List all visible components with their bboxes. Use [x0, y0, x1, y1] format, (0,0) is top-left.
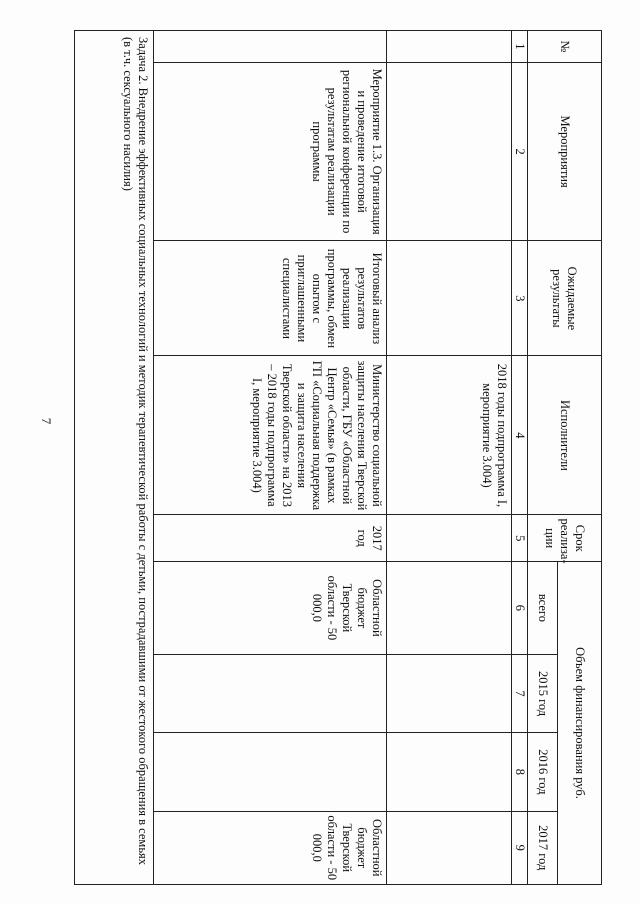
- header-2015: 2015 год: [528, 654, 558, 732]
- column-number-4: 4: [512, 356, 528, 515]
- program-table: [74, 30, 602, 885]
- header-executors: Исполнители: [528, 356, 602, 515]
- column-number-1: 1: [512, 31, 528, 63]
- column-number-7: 7: [512, 654, 528, 732]
- column-number-5: 5: [512, 515, 528, 561]
- header-expected-results: Ожидаемые результаты: [528, 241, 602, 356]
- header-funding: Объем финансирования руб.: [558, 561, 602, 884]
- table-row: [75, 31, 154, 885]
- column-number-6: 6: [512, 561, 528, 654]
- event-cell: Мероприятие 1.3. Организация и проведение итоговой региональной конференции по результатам реализации программы: [154, 62, 387, 241]
- task-2-heading: Задача 2. Внедрение эффективных социальных технологий и методик терапевтической работы с детьми, пострадавшими от жестокого обращения в семьях (в т.ч. сексуального насилия): [75, 31, 154, 885]
- table-row: [154, 31, 387, 885]
- term-cell: 2017 год: [154, 515, 387, 561]
- funding-total-cell: Областной бюджет Тверской области - 50 000,0: [154, 561, 387, 654]
- continuation-executors-cell: 2018 годы подпрограмма I, мероприятие 3.004): [387, 356, 512, 515]
- header-number: №: [528, 31, 602, 63]
- funding-2015-cell: [154, 654, 387, 732]
- column-number-8: 8: [512, 733, 528, 811]
- header-event: Мероприятия: [528, 62, 602, 241]
- header-term: Срок реализа-ции: [528, 515, 602, 561]
- expected-results-cell: Итоговый анализ результатов реализации программы, обмен опытом с приглашенными специалистами: [154, 241, 387, 356]
- rotated-table-container: [74, 30, 602, 885]
- funding-2016-cell: [154, 733, 387, 811]
- page-number: 7: [39, 417, 54, 425]
- column-number-2: 2: [512, 62, 528, 241]
- column-number-9: 9: [512, 811, 528, 885]
- header-2016: 2016 год: [528, 733, 558, 811]
- header-2017: 2017 год: [528, 811, 558, 885]
- funding-2017-cell: Областной бюджет Тверской области - 50 000,0: [154, 811, 387, 885]
- executors-cell: Министерство социальной защиты населения Тверской области, ГБУ «Областной Центр «Семья» (в рамках ГП «Социальная поддержка и защита населения Тверской области» на 2013 – 2018 годы подпрограмма I, мероприятие 3.004): [154, 356, 387, 515]
- header-total: всего: [528, 561, 558, 654]
- table-row: [387, 31, 512, 885]
- column-number-3: 3: [512, 241, 528, 356]
